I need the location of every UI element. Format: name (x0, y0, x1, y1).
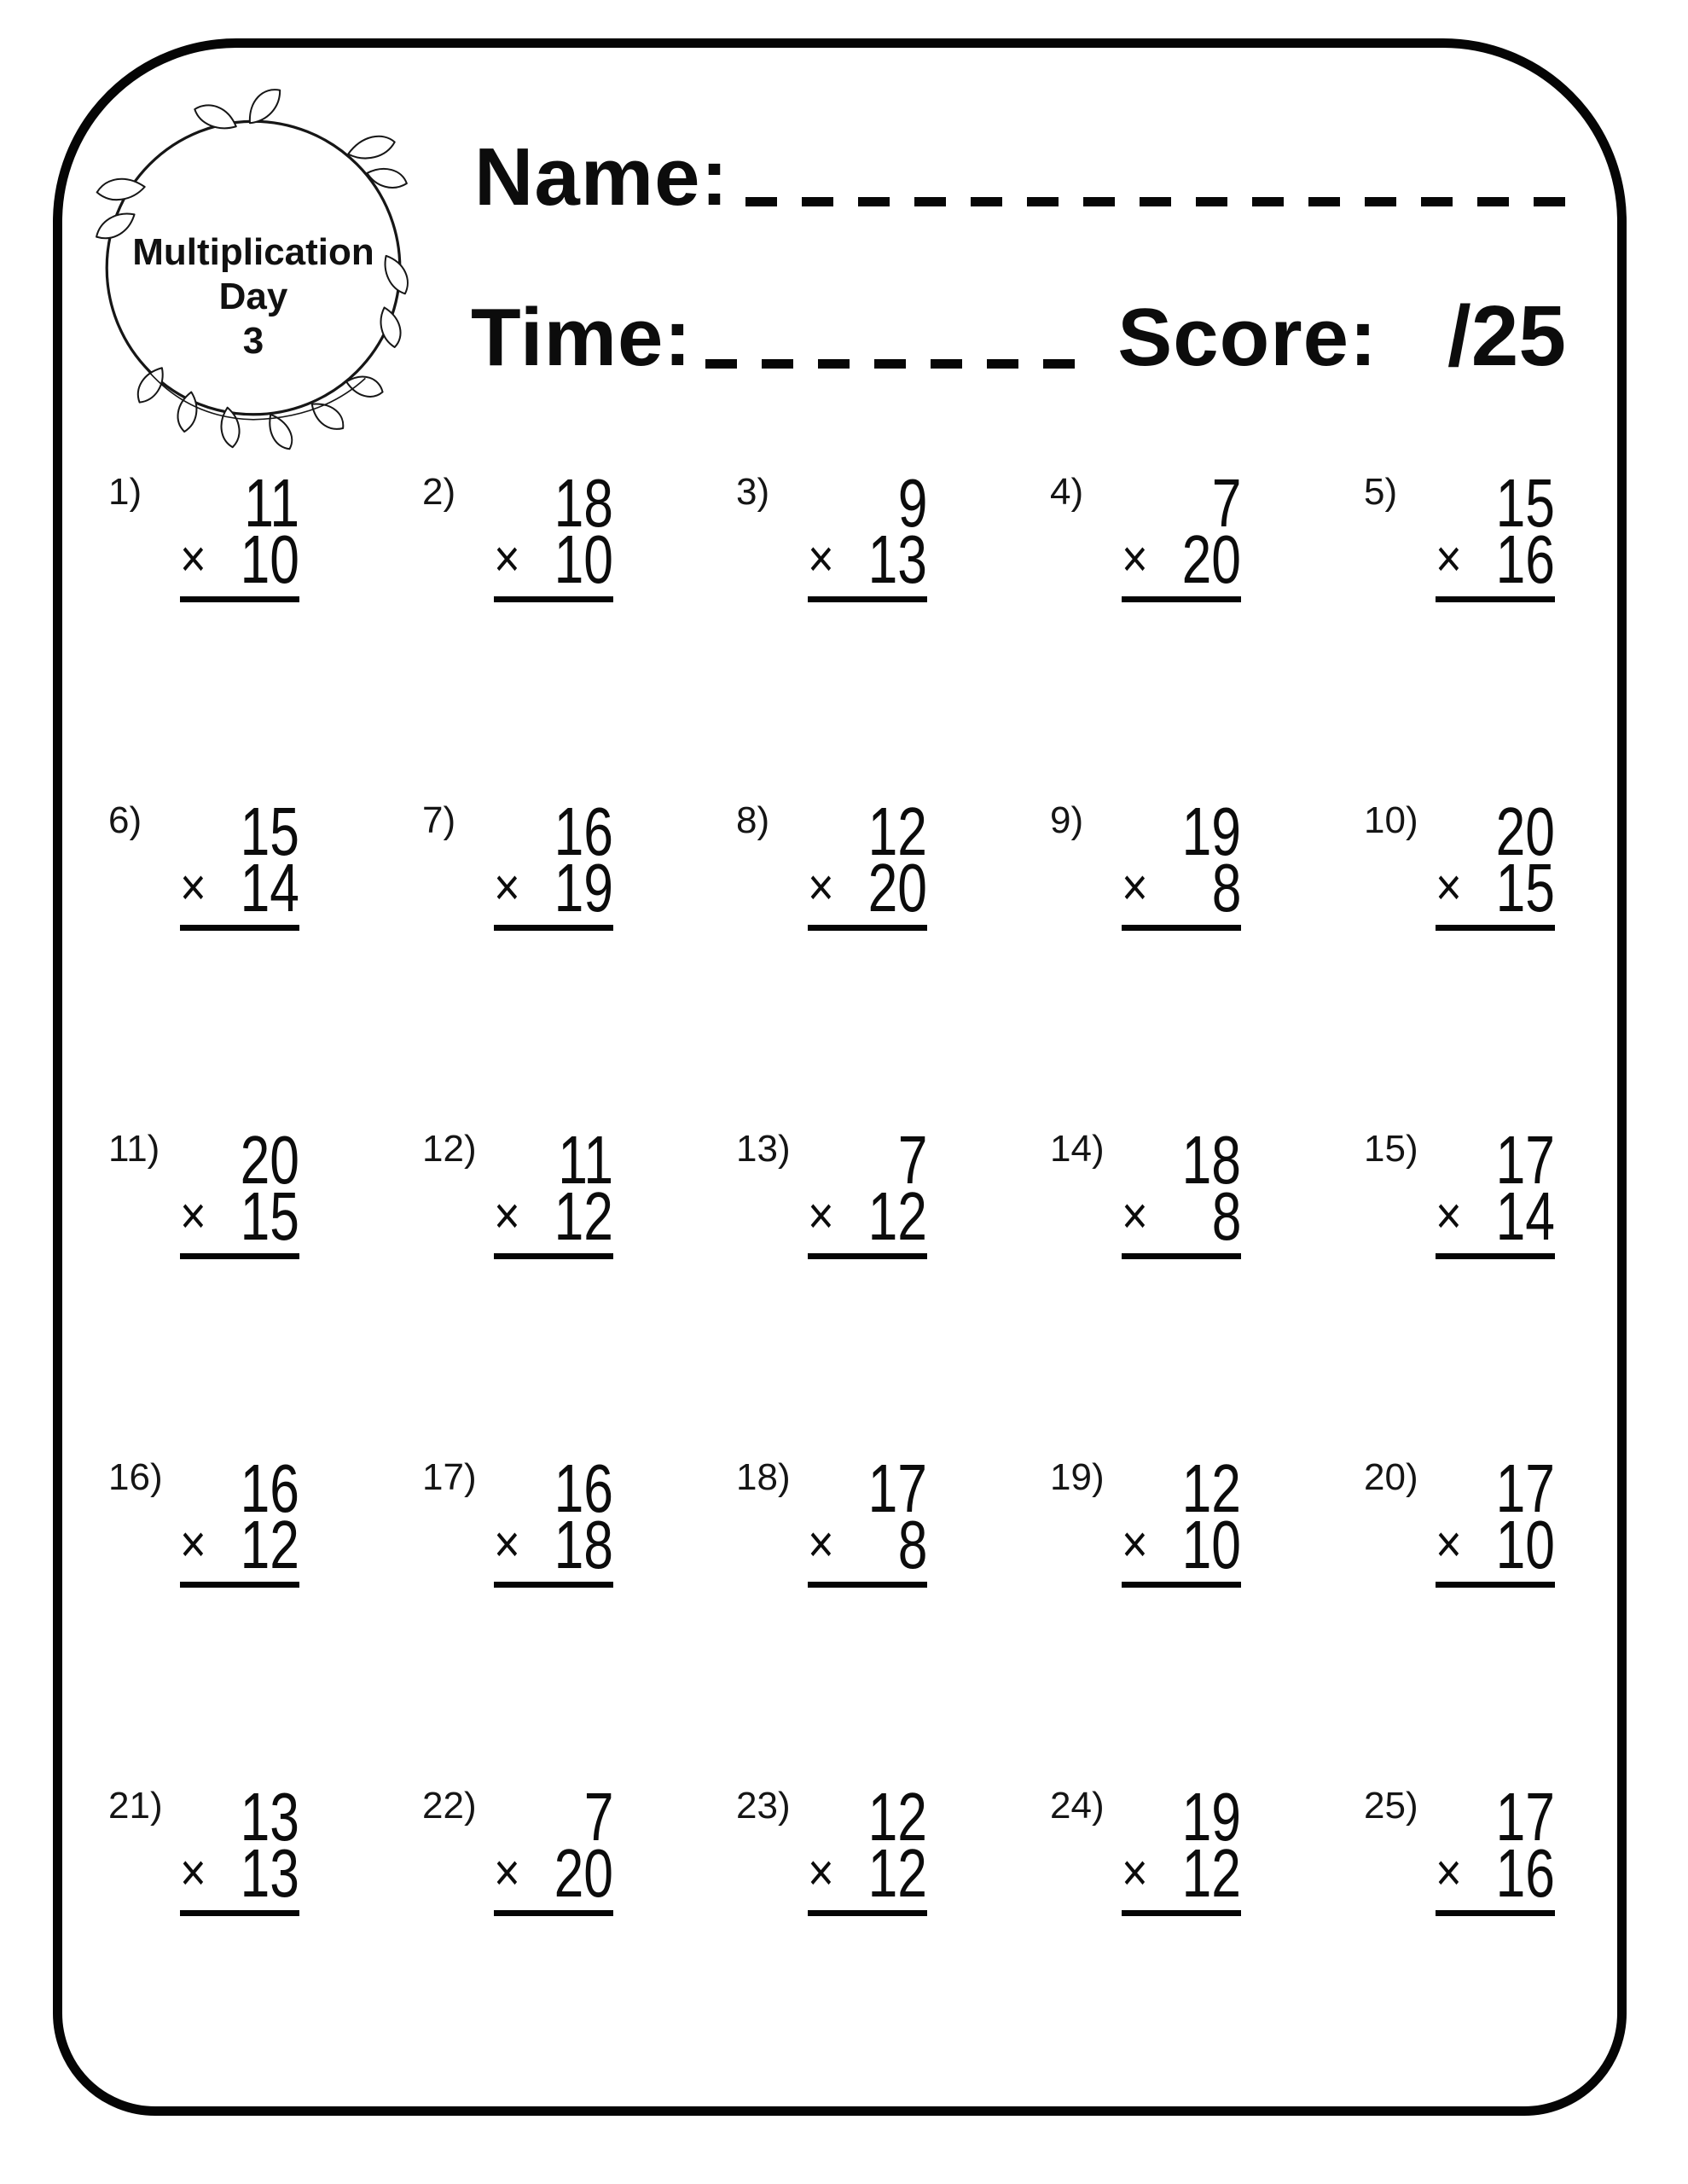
answer-line (180, 1253, 299, 1259)
problem-number: 1) (108, 471, 142, 513)
problem-number: 21) (108, 1785, 163, 1827)
multiplier: 12 (867, 1835, 927, 1911)
multiply-icon: × (1122, 1844, 1148, 1902)
answer-line (808, 1910, 927, 1916)
score-total: /25 (1447, 288, 1566, 384)
answer-line (1122, 1910, 1241, 1916)
logo-line3: 3 (242, 320, 264, 362)
problems-grid (108, 465, 1678, 2112)
multiplier: 8 (897, 1507, 927, 1583)
multiplicand: 7 (583, 1779, 613, 1855)
multiplier: 16 (1495, 521, 1555, 597)
time-score-row (471, 288, 1566, 384)
problem-number: 20) (1364, 1456, 1418, 1498)
problem-number: 5) (1364, 471, 1398, 513)
problem-2 (422, 465, 736, 799)
answer-line (1436, 1582, 1555, 1588)
multiplier: 14 (240, 850, 299, 926)
problem-6 (108, 793, 422, 1127)
answer-line (808, 596, 927, 602)
problem-17 (422, 1450, 736, 1784)
multiplier: 10 (1181, 1507, 1241, 1583)
multiplicand: 11 (244, 465, 299, 541)
multiplier: 8 (1211, 850, 1241, 926)
problem-20 (1364, 1450, 1678, 1784)
multiply-icon: × (494, 858, 520, 917)
multiplier: 19 (554, 850, 613, 926)
answer-line (494, 596, 613, 602)
problem-number: 10) (1364, 799, 1418, 841)
problem-13 (736, 1122, 1050, 1455)
multiply-icon: × (494, 530, 520, 589)
multiplicand: 18 (554, 465, 613, 541)
logo-line2: Day (218, 276, 288, 317)
multiply-icon: × (494, 1515, 520, 1574)
multiply-icon: × (1122, 530, 1148, 589)
problem-10 (1364, 793, 1678, 1127)
name-blank-line (745, 197, 1566, 206)
logo-text (90, 230, 417, 363)
multiplicand: 15 (240, 793, 299, 869)
problem-number: 11) (108, 1128, 160, 1170)
multiplier: 13 (240, 1835, 299, 1911)
multiplier: 16 (1495, 1835, 1555, 1911)
multiplier: 10 (554, 521, 613, 597)
multiplicand: 20 (240, 1122, 299, 1198)
multiply-icon: × (180, 1844, 206, 1902)
multiply-icon: × (808, 1844, 834, 1902)
problem-number: 13) (736, 1128, 791, 1170)
multiplier: 12 (554, 1178, 613, 1254)
multiply-icon: × (1122, 858, 1148, 917)
answer-line (180, 925, 299, 931)
problem-16 (108, 1450, 422, 1784)
problem-19 (1050, 1450, 1364, 1784)
answer-line (808, 925, 927, 931)
answer-line (1122, 1253, 1241, 1259)
problem-5 (1364, 465, 1678, 799)
time-label: Time: (471, 292, 693, 383)
multiplicand: 12 (867, 1779, 927, 1855)
multiplier: 15 (1495, 850, 1555, 926)
answer-line (1436, 596, 1555, 602)
multiply-icon: × (494, 1187, 520, 1246)
problem-number: 23) (736, 1785, 791, 1827)
multiplicand: 20 (1495, 793, 1555, 869)
problem-number: 19) (1050, 1456, 1105, 1498)
problem-number: 15) (1364, 1128, 1418, 1170)
wreath-logo (90, 104, 417, 432)
multiplier: 15 (240, 1178, 299, 1254)
multiplier: 20 (867, 850, 927, 926)
problem-number: 14) (1050, 1128, 1105, 1170)
problem-24 (1050, 1779, 1364, 2112)
answer-line (1436, 1910, 1555, 1916)
problem-number: 16) (108, 1456, 163, 1498)
multiplicand: 12 (1181, 1450, 1241, 1526)
multiply-icon: × (808, 530, 834, 589)
problem-8 (736, 793, 1050, 1127)
problem-15 (1364, 1122, 1678, 1455)
problem-25 (1364, 1779, 1678, 2112)
problem-number: 7) (422, 799, 456, 841)
answer-line (494, 925, 613, 931)
problem-number: 9) (1050, 799, 1084, 841)
multiplier: 8 (1211, 1178, 1241, 1254)
multiply-icon: × (1122, 1515, 1148, 1574)
name-label: Name: (474, 131, 729, 223)
multiplicand: 17 (1495, 1122, 1555, 1198)
multiplier: 10 (240, 521, 299, 597)
score-label: Score: (1117, 292, 1378, 383)
multiplicand: 18 (1181, 1122, 1241, 1198)
multiplicand: 17 (1495, 1450, 1555, 1526)
problem-number: 4) (1050, 471, 1084, 513)
multiply-icon: × (1436, 1187, 1462, 1246)
problem-9 (1050, 793, 1364, 1127)
problem-4 (1050, 465, 1364, 799)
problem-number: 6) (108, 799, 142, 841)
time-blank-line (705, 359, 1080, 369)
multiplier: 12 (240, 1507, 299, 1583)
problem-number: 22) (422, 1785, 477, 1827)
answer-line (180, 1582, 299, 1588)
answer-line (494, 1253, 613, 1259)
multiply-icon: × (808, 1515, 834, 1574)
multiplier: 14 (1495, 1178, 1555, 1254)
problem-number: 24) (1050, 1785, 1105, 1827)
multiplicand: 19 (1181, 1779, 1241, 1855)
answer-line (180, 596, 299, 602)
multiplicand: 17 (1495, 1779, 1555, 1855)
answer-line (494, 1582, 613, 1588)
problem-18 (736, 1450, 1050, 1784)
multiplier: 10 (1495, 1507, 1555, 1583)
answer-line (1122, 596, 1241, 602)
problem-number: 18) (736, 1456, 791, 1498)
multiply-icon: × (180, 1515, 206, 1574)
multiply-icon: × (494, 1844, 520, 1902)
multiply-icon: × (1436, 1844, 1462, 1902)
multiply-icon: × (808, 1187, 834, 1246)
problem-number: 2) (422, 471, 456, 513)
answer-line (1436, 925, 1555, 931)
multiply-icon: × (180, 1187, 206, 1246)
multiply-icon: × (1122, 1187, 1148, 1246)
problem-number: 3) (736, 471, 770, 513)
problem-1 (108, 465, 422, 799)
answer-line (494, 1910, 613, 1916)
problem-3 (736, 465, 1050, 799)
problem-11 (108, 1122, 422, 1455)
problem-number: 12) (422, 1128, 477, 1170)
multiplicand: 16 (240, 1450, 299, 1526)
multiply-icon: × (1436, 858, 1462, 917)
problem-number: 17) (422, 1456, 477, 1498)
multiplicand: 13 (240, 1779, 299, 1855)
multiplier: 13 (867, 521, 927, 597)
multiply-icon: × (1436, 1515, 1462, 1574)
problem-23 (736, 1779, 1050, 2112)
answer-line (808, 1253, 927, 1259)
problem-21 (108, 1779, 422, 2112)
multiplicand: 15 (1495, 465, 1555, 541)
multiplier: 12 (867, 1178, 927, 1254)
multiply-icon: × (180, 530, 206, 589)
answer-line (808, 1582, 927, 1588)
multiplicand: 19 (1181, 793, 1241, 869)
problem-number: 8) (736, 799, 770, 841)
problem-7 (422, 793, 736, 1127)
multiplicand: 9 (897, 465, 927, 541)
problem-12 (422, 1122, 736, 1455)
multiply-icon: × (808, 858, 834, 917)
logo-line1: Multiplication (132, 231, 374, 273)
multiplicand: 7 (1211, 465, 1241, 541)
multiply-icon: × (180, 858, 206, 917)
multiplicand: 16 (554, 1450, 613, 1526)
answer-line (180, 1910, 299, 1916)
name-row (474, 131, 1569, 223)
multiplicand: 12 (867, 793, 927, 869)
multiply-icon: × (1436, 530, 1462, 589)
multiplier: 20 (1181, 521, 1241, 597)
answer-line (1436, 1253, 1555, 1259)
problem-14 (1050, 1122, 1364, 1455)
multiplicand: 17 (867, 1450, 927, 1526)
multiplier: 20 (554, 1835, 613, 1911)
answer-line (1122, 1582, 1241, 1588)
problem-number: 25) (1364, 1785, 1418, 1827)
problem-22 (422, 1779, 736, 2112)
multiplier: 12 (1181, 1835, 1241, 1911)
multiplicand: 7 (897, 1122, 927, 1198)
multiplicand: 16 (554, 793, 613, 869)
answer-line (1122, 925, 1241, 931)
multiplier: 18 (554, 1507, 613, 1583)
multiplicand: 11 (558, 1122, 613, 1198)
